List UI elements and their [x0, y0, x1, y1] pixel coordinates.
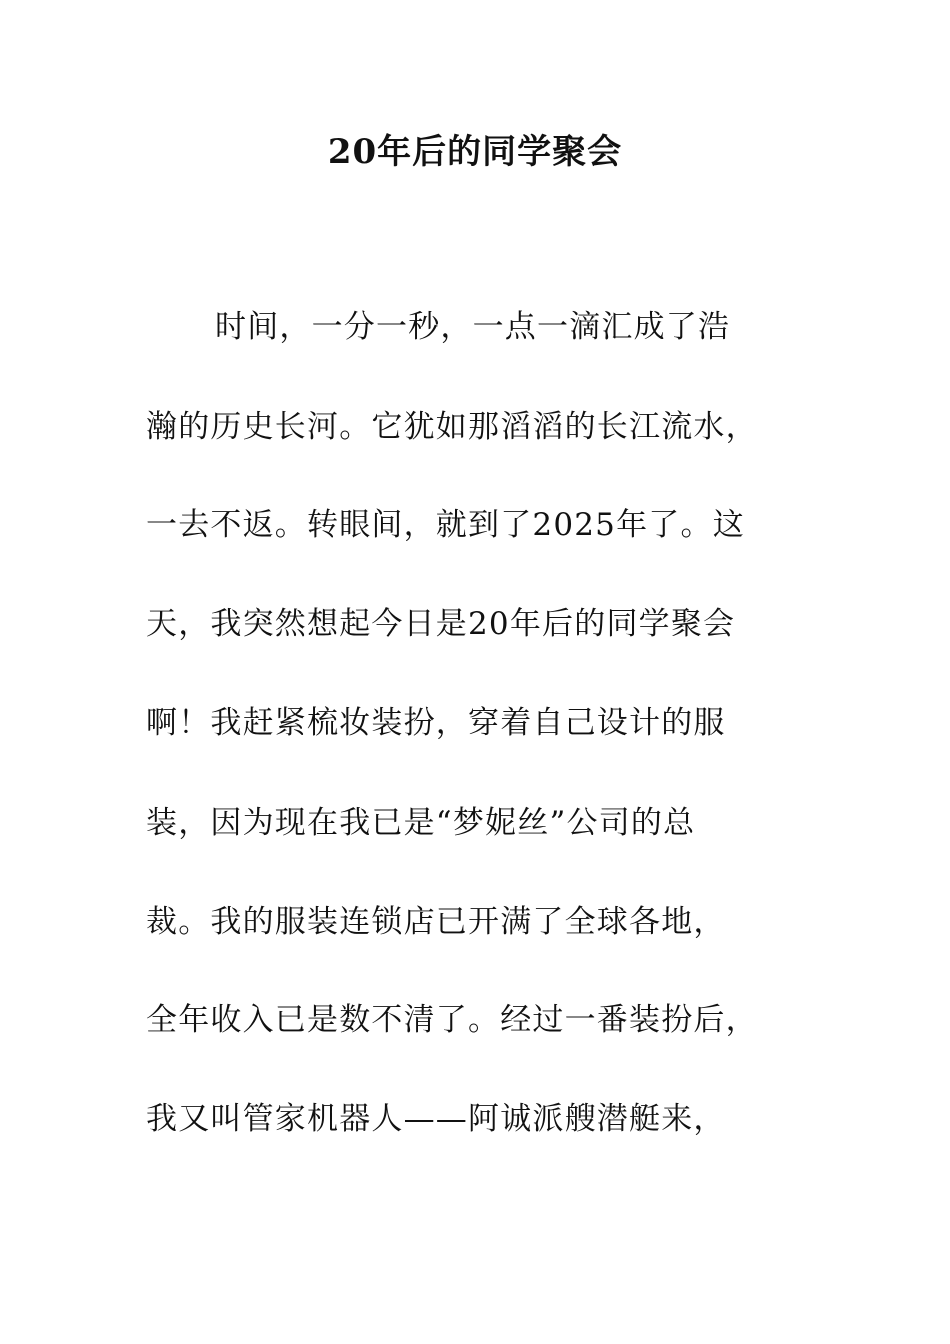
- paragraph-line-6: 装，因为现在我已是“梦妮丝”公司的总: [146, 805, 696, 841]
- paragraph-line-5: 啊！我赶紧梳妆装扮，穿着自己设计的服: [146, 705, 726, 741]
- paragraph-line-1: 时间，一分一秒，一点一滴汇成了浩: [215, 309, 731, 345]
- paragraph-line-7: 裁。我的服装连锁店已开满了全球各地，: [146, 904, 726, 940]
- paragraph-line-2: 瀚的历史长河。它犹如那滔滔的长江流水，: [146, 409, 758, 445]
- paragraph-line-9: 我又叫管家机器人——阿诚派艘潜艇来，: [146, 1101, 726, 1137]
- paragraph-line-8: 全年收入已是数不清了。经过一番装扮后，: [146, 1002, 758, 1038]
- paragraph-line-3: 一去不返。转眼间，就到了2025年了。这: [146, 507, 745, 543]
- paragraph-line-4: 天，我突然想起今日是20年后的同学聚会: [146, 606, 736, 642]
- document-title: 20年后的同学聚会: [327, 132, 623, 172]
